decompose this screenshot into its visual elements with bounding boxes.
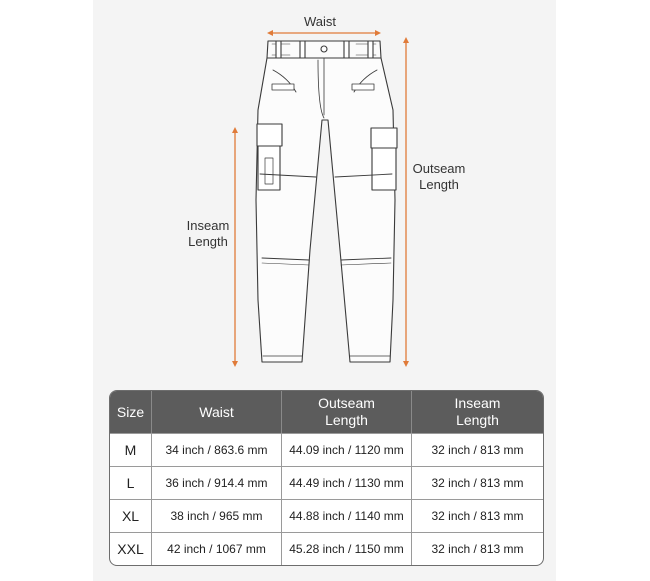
inseam-label <box>178 218 238 250</box>
waist-cell: 42 inch / 1067 mm <box>152 532 282 565</box>
outseam-cell: 44.49 inch / 1130 mm <box>282 466 412 499</box>
table-row <box>110 466 543 499</box>
table-header-row <box>110 391 543 433</box>
outseam-cell: 44.88 inch / 1140 mm <box>282 499 412 532</box>
header-inseam-line1: Inseam <box>454 395 501 411</box>
waist-label: Waist <box>303 14 337 29</box>
header-size-text: Size <box>116 403 145 420</box>
header-outseam <box>282 391 412 433</box>
outseam-label-line2: Length <box>419 177 459 192</box>
inseam-label-line1: Inseam <box>186 218 230 233</box>
inseam-cell: 32 inch / 813 mm <box>412 433 543 466</box>
outseam-label-line1: Outseam <box>412 161 466 176</box>
header-inseam-line2: Length <box>456 412 499 428</box>
size-chart-table <box>109 390 544 566</box>
size-cell: M <box>110 433 152 466</box>
header-outseam-line2: Length <box>325 412 368 428</box>
outseam-cell: 44.09 inch / 1120 mm <box>282 433 412 466</box>
inseam-cell: 32 inch / 813 mm <box>412 466 543 499</box>
pants-outline <box>256 58 395 362</box>
header-waist <box>152 391 282 433</box>
header-outseam-line1: Outseam <box>318 395 375 411</box>
inseam-cell: 32 inch / 813 mm <box>412 499 543 532</box>
waist-cell: 38 inch / 965 mm <box>152 499 282 532</box>
size-cell: L <box>110 466 152 499</box>
size-cell: XL <box>110 499 152 532</box>
header-inseam <box>412 391 543 433</box>
table-row <box>110 499 543 532</box>
table-row <box>110 433 543 466</box>
header-waist-text: Waist <box>199 403 234 420</box>
waist-cell: 34 inch / 863.6 mm <box>152 433 282 466</box>
table-row <box>110 532 543 565</box>
outseam-label <box>404 161 474 193</box>
inseam-label-line2: Length <box>188 234 228 249</box>
header-size <box>110 391 152 433</box>
waist-cell: 36 inch / 914.4 mm <box>152 466 282 499</box>
size-cell: XXL <box>110 532 152 565</box>
inseam-cell: 32 inch / 813 mm <box>412 532 543 565</box>
outseam-cell: 45.28 inch / 1150 mm <box>282 532 412 565</box>
